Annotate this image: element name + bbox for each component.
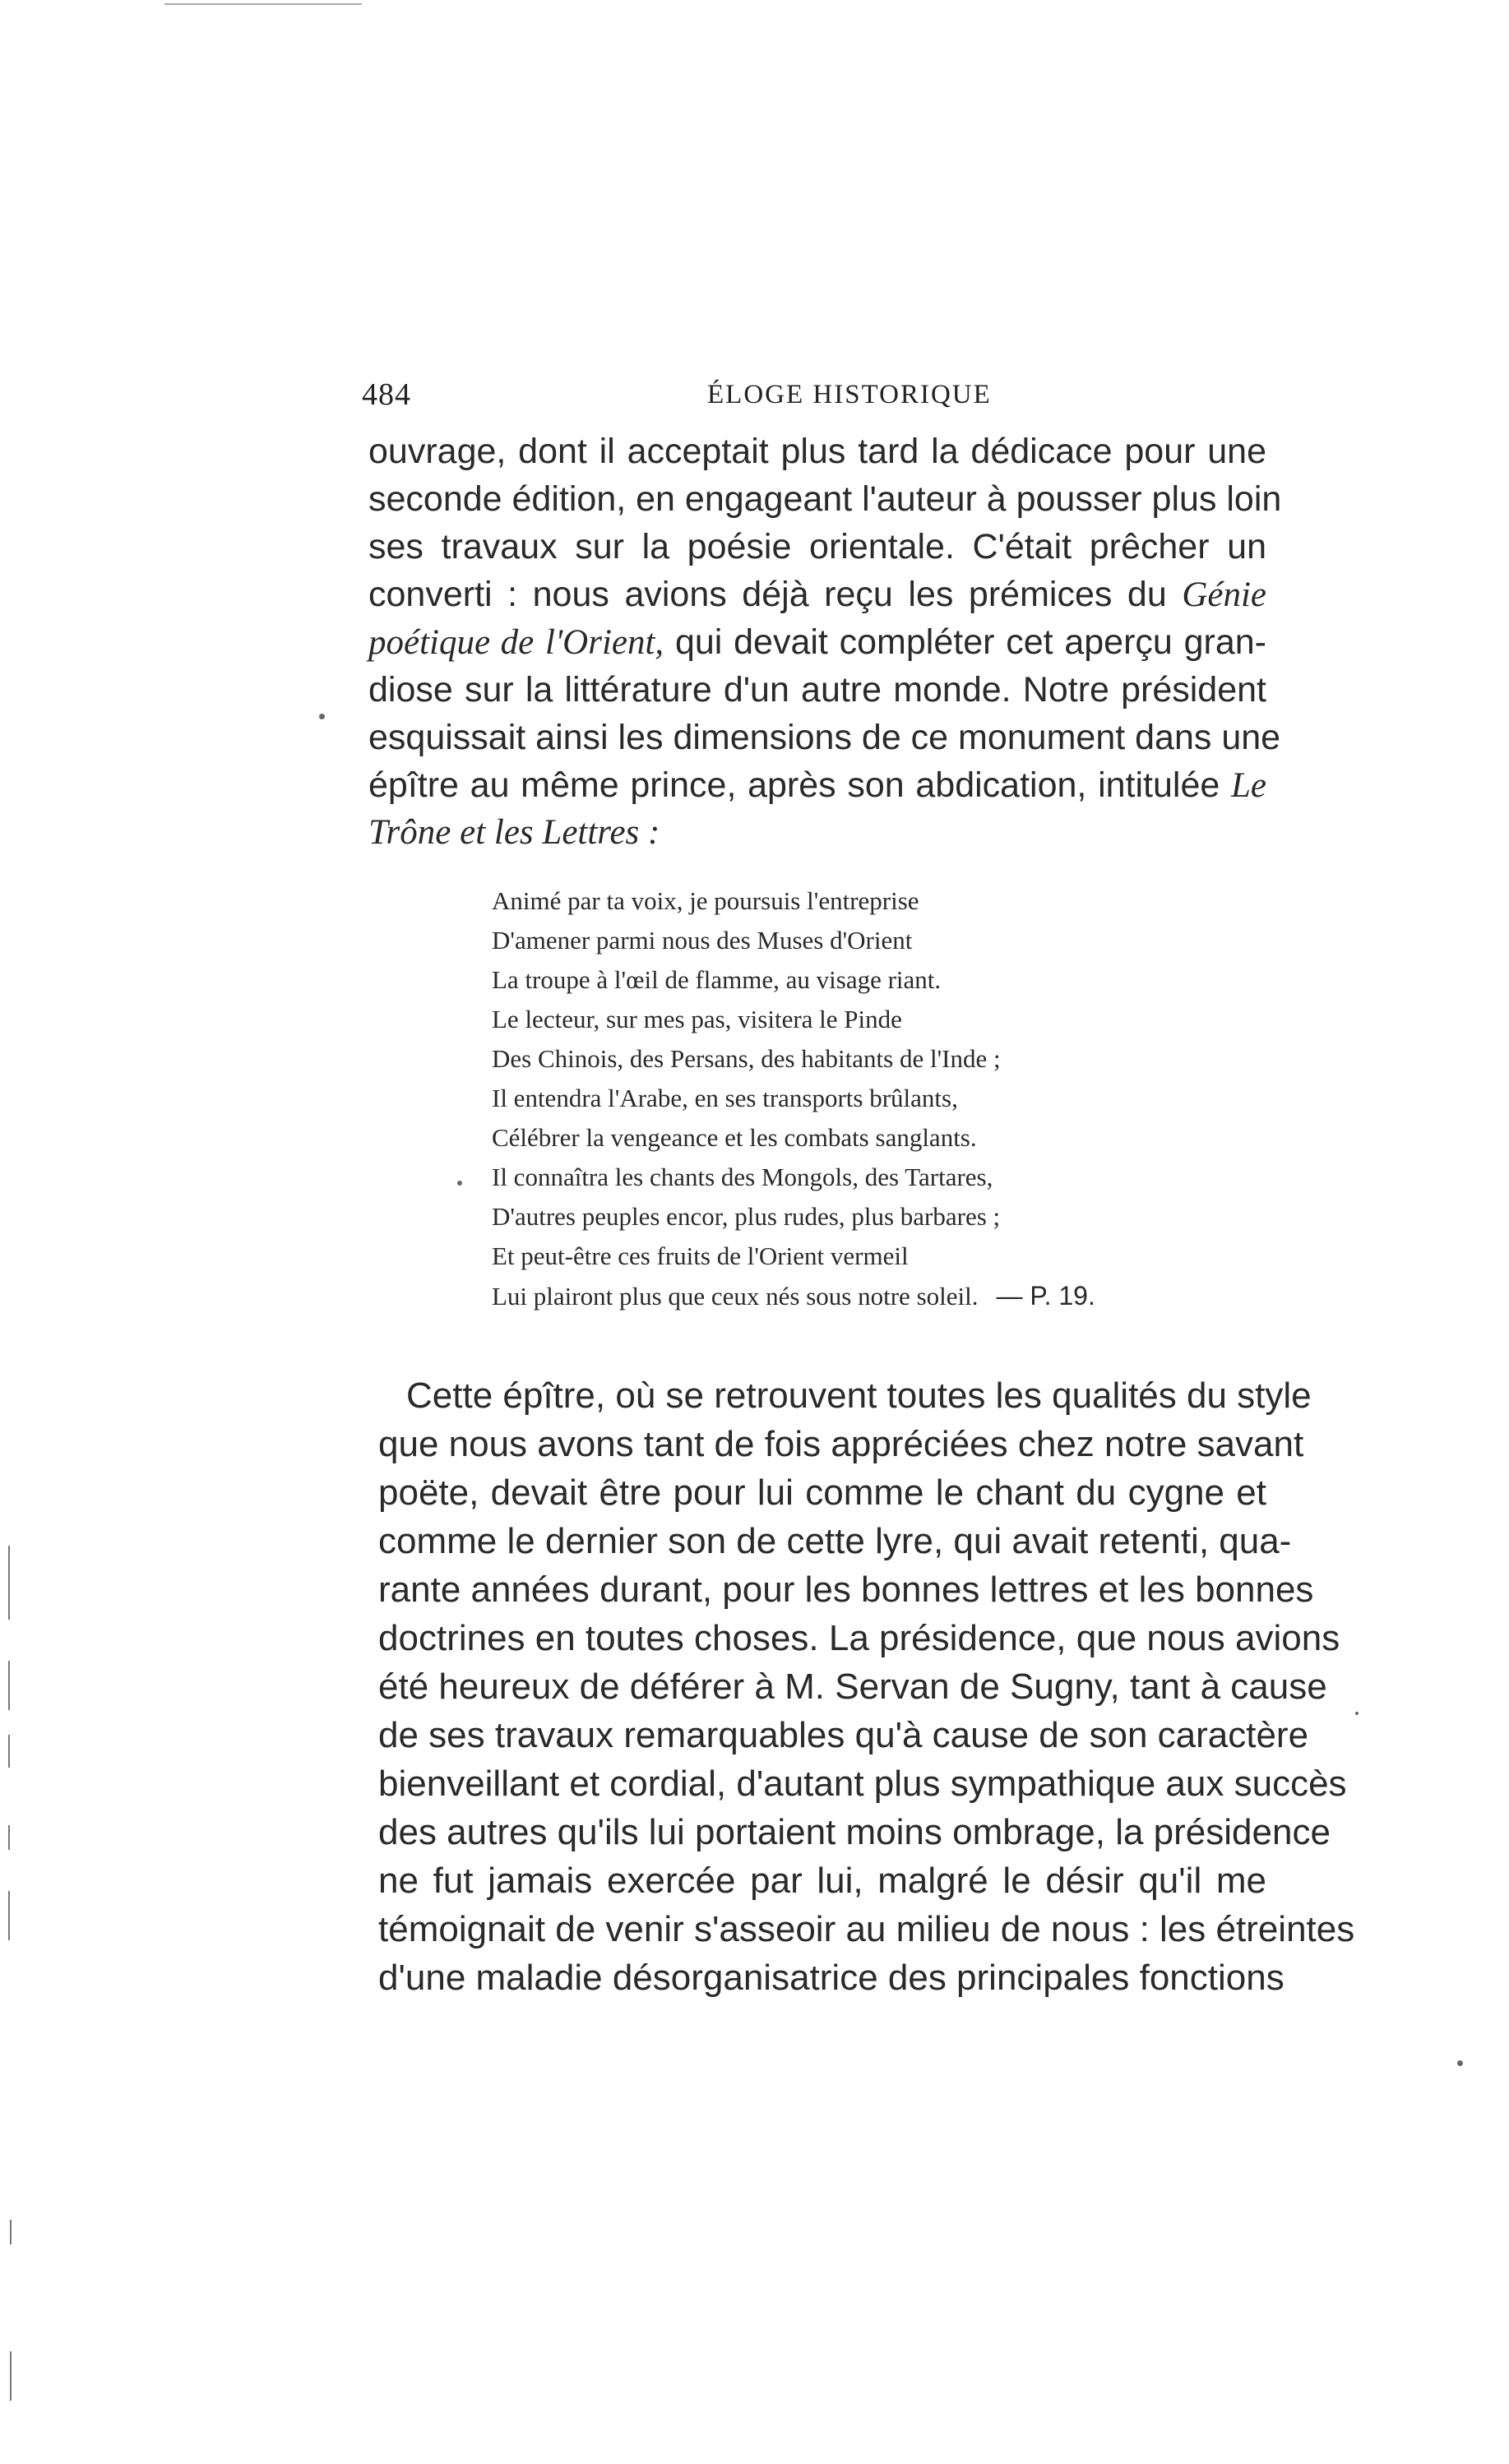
- line-text: qui devait compléter cet aperçu gran-: [674, 622, 1266, 662]
- poem-verse-last: [492, 1276, 1232, 1315]
- paragraph-2: [378, 1371, 1355, 2002]
- poem-quotation: [492, 881, 1232, 1315]
- paragraph-line-with-italic: [368, 571, 1266, 618]
- scan-top-rule: [164, 3, 362, 5]
- poem-verse: D'amener parmi nous des Muses d'Orient: [492, 926, 913, 955]
- poem-reference: — P. 19.: [996, 1281, 1095, 1311]
- scan-speck: [1355, 1712, 1359, 1715]
- paragraph-line: poëte, devait être pour lui comme le chant du cygne et: [378, 1472, 1266, 1513]
- poem-verse: D'autres peuples encor, plus rudes, plus barbares ;: [492, 1202, 1001, 1231]
- paragraph-line-with-italic: [368, 618, 1266, 666]
- paragraph-line: témoignait de venir s'asseoir au milieu de nous : les étreintes: [378, 1909, 1355, 1949]
- scan-margin-mark: [8, 1891, 10, 1940]
- paragraph-line: rante années durant, pour les bonnes lettres et les bonnes: [378, 1569, 1314, 1610]
- poem-verse: Et peut-être ces fruits de l'Orient vermeil: [492, 1241, 909, 1270]
- page-number: 484: [362, 377, 411, 412]
- poem-verse: Des Chinois, des Persans, des habitants de l'Inde ;: [492, 1044, 1001, 1073]
- poem-verse: Le lecteur, sur mes pas, visitera le Pinde: [492, 1005, 902, 1033]
- scan-speck: [1457, 2060, 1463, 2066]
- line-text: converti : nous avions déjà reçu les prémices du: [368, 575, 1167, 614]
- paragraph-line: bienveillant et cordial, d'autant plus sympathique aux succès: [378, 1764, 1347, 1804]
- italic-title-le: Le: [1231, 766, 1266, 805]
- paragraph-line: seconde édition, en engageant l'auteur à pousser plus loin: [368, 479, 1282, 519]
- page-header: [362, 377, 1275, 418]
- poem-verse: Il entendra l'Arabe, en ses transports brûlants,: [492, 1084, 958, 1112]
- paragraph-line: esquissait ainsi les dimensions de ce monument dans une: [368, 718, 1281, 757]
- italic-title-genie: Génie: [1182, 576, 1266, 614]
- scan-margin-mark: [10, 2220, 12, 2244]
- scan-margin-mark: [8, 1546, 10, 1620]
- poem-verse: Célébrer la vengeance et les combats sanglants.: [492, 1123, 977, 1152]
- paragraph-line-with-italic: [368, 761, 1266, 809]
- scan-margin-mark: [10, 2351, 12, 2401]
- poem-verse: Il connaîtra les chants des Mongols, des Tartares,: [492, 1163, 993, 1191]
- scan-margin-mark: [8, 1735, 10, 1768]
- verse-text: Lui plairont plus que ceux nés sous notre soleil.: [492, 1282, 979, 1311]
- scan-margin-mark: [8, 1661, 10, 1710]
- paragraph-line: des autres qu'ils lui portaient moins ombrage, la présidence: [378, 1812, 1331, 1852]
- paragraph-line: ouvrage, dont il acceptait plus tard la dédicace pour une: [368, 432, 1266, 471]
- running-title: ÉLOGE HISTORIQUE: [707, 380, 992, 409]
- scan-speck: [457, 1181, 462, 1186]
- paragraph-line: de ses travaux remarquables qu'à cause de son caractère: [378, 1715, 1309, 1755]
- paragraph-line: doctrines en toutes choses. La présidence, que nous avions: [378, 1618, 1340, 1658]
- paragraph-line: ses travaux sur la poésie orientale. C'était prêcher un: [368, 527, 1266, 566]
- paragraph-1: [368, 428, 1282, 857]
- paragraph-line-italic: Trône et les Lettres :: [368, 813, 660, 852]
- poem-verse: Animé par ta voix, je poursuis l'entreprise: [492, 886, 919, 915]
- scan-speck: [319, 714, 325, 719]
- paragraph-line: que nous avons tant de fois appréciées chez notre savant: [378, 1424, 1304, 1464]
- paragraph-line: d'une maladie désorganisatrice des principales fonctions: [378, 1958, 1285, 1998]
- poem-verse: La troupe à l'œil de flamme, au visage riant.: [492, 965, 942, 994]
- line-text: épître au même prince, après son abdication, intitulée: [368, 765, 1220, 805]
- paragraph-line: diose sur la littérature d'un autre monde. Notre président: [368, 670, 1266, 710]
- paragraph-line: été heureux de déférer à M. Servan de Sugny, tant à cause: [378, 1667, 1327, 1707]
- paragraph-line: ne fut jamais exercée par lui, malgré le désir qu'il me: [378, 1861, 1266, 1901]
- italic-title-orient: l'Orient,: [545, 623, 664, 662]
- paragraph-line: comme le dernier son de cette lyre, qui avait retenti, qua-: [378, 1521, 1292, 1561]
- scan-margin-mark: [8, 1825, 10, 1850]
- line-text-italic: poétique de: [368, 623, 535, 662]
- paragraph-line: Cette épître, où se retrouvent toutes les qualités du style: [406, 1375, 1312, 1416]
